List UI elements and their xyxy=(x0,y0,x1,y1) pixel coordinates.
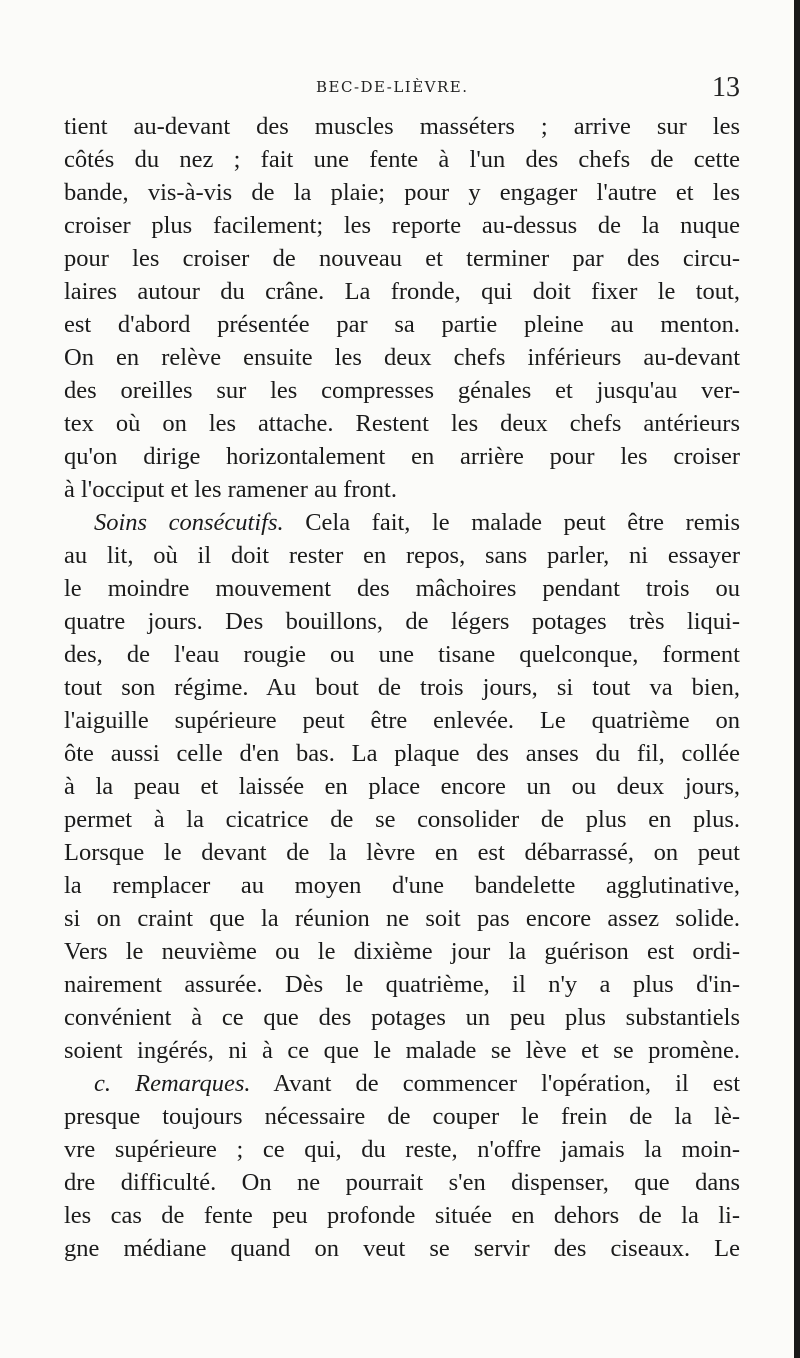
text-line: si on craint que la réunion ne soit pas encore assez solide. xyxy=(64,905,740,932)
text-line: convénient à ce que des potages un peu plus substantiels xyxy=(64,1004,740,1031)
text-line: au lit, où il doit rester en repos, sans parler, ni essayer xyxy=(64,542,740,569)
section-label-remarques: c. Remarques. xyxy=(94,1070,251,1097)
body-text xyxy=(64,110,740,1265)
text-line: croiser plus facilement; les reporte au-dessus de la nuque xyxy=(64,212,740,239)
section-label-soins: Soins consécutifs. xyxy=(94,509,284,536)
soins-first-line-text: Cela fait, le malade peut être remis xyxy=(283,509,740,536)
text-line: ôte aussi celle d'en bas. La plaque des anses du fil, collée xyxy=(64,740,740,767)
text-line: qu'on dirige horizontalement en arrière pour les croiser xyxy=(64,443,740,470)
text-line: nairement assurée. Dès le quatrième, il n'y a plus d'in- xyxy=(64,971,740,998)
text-line: le moindre mouvement des mâchoires pendant trois ou xyxy=(64,575,740,602)
text-line: tex où on les attache. Restent les deux chefs antérieurs xyxy=(64,410,740,437)
text-line: bande, vis-à-vis de la plaie; pour y engager l'autre et les xyxy=(64,179,740,206)
text-line: vre supérieure ; ce qui, du reste, n'offre jamais la moin- xyxy=(64,1136,740,1163)
text-line: à la peau et laissée en place encore un ou deux jours, xyxy=(64,773,740,800)
remarques-first-line-text: Avant de commencer l'opération, il est xyxy=(250,1070,740,1097)
text-line: Vers le neuvième ou le dixième jour la guérison est ordi- xyxy=(64,938,740,965)
text-line: tient au-devant des muscles masséters ; arrive sur les xyxy=(64,113,740,140)
text-line: côtés du nez ; fait une fente à l'un des chefs de cette xyxy=(64,146,740,173)
text-line: gne médiane quand on veut se servir des ciseaux. Le xyxy=(64,1235,740,1262)
text-line: des oreilles sur les compresses génales et jusqu'au ver- xyxy=(64,377,740,404)
text-line: pour les croiser de nouveau et terminer par des circu- xyxy=(64,245,740,272)
text-line: On en relève ensuite les deux chefs inférieurs au-devant xyxy=(64,344,740,371)
running-head: BEC-DE-LIÈVRE. xyxy=(316,78,469,96)
text-line: à l'occiput et les ramener au front. xyxy=(64,476,397,503)
text-line: laires autour du crâne. La fronde, qui doit fixer le tout, xyxy=(64,278,740,305)
text-line: est d'abord présentée par sa partie pleine au menton. xyxy=(64,311,740,338)
text-line: soient ingérés, ni à ce que le malade se lève et se promène. xyxy=(64,1037,740,1064)
text-line: l'aiguille supérieure peut être enlevée. Le quatrième on xyxy=(64,707,740,734)
text-line: dre difficulté. On ne pourrait s'en dispenser, que dans xyxy=(64,1169,740,1196)
page-header xyxy=(0,72,800,102)
paragraph-remarques-first-line xyxy=(64,1067,740,1100)
page-number: 13 xyxy=(712,72,740,103)
text-line: presque toujours nécessaire de couper le frein de la lè- xyxy=(64,1103,740,1130)
text-line: permet à la cicatrice de se consolider de plus en plus. xyxy=(64,806,740,833)
text-line: des, de l'eau rougie ou une tisane quelconque, forment xyxy=(64,641,740,668)
text-line: tout son régime. Au bout de trois jours, si tout va bien, xyxy=(64,674,740,701)
text-line: Lorsque le devant de la lèvre en est débarrassé, on peut xyxy=(64,839,740,866)
text-line: quatre jours. Des bouillons, de légers potages très liqui- xyxy=(64,608,740,635)
paragraph-soins-first-line xyxy=(64,506,740,539)
text-line: la remplacer au moyen d'une bandelette agglutinative, xyxy=(64,872,740,899)
text-line: les cas de fente peu profonde située en dehors de la li- xyxy=(64,1202,740,1229)
